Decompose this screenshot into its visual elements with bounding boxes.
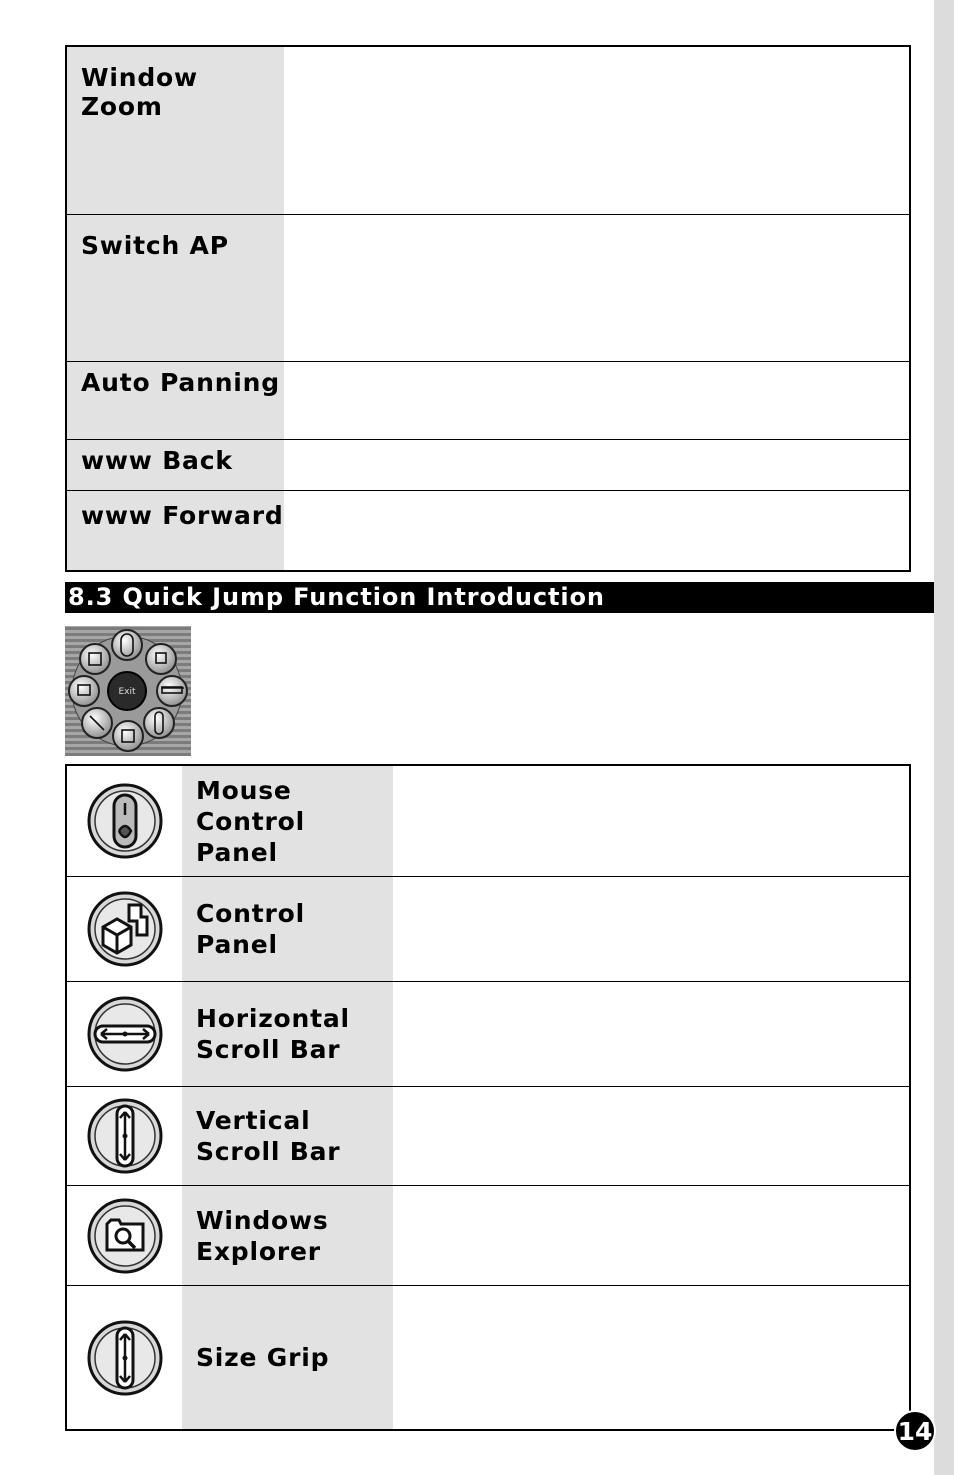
table-row (67, 1186, 909, 1286)
row-label: Switch AP (67, 215, 284, 361)
row-label: Horizontal Scroll Bar (196, 1004, 350, 1064)
vertical-scroll-icon (85, 1096, 165, 1176)
row-description (393, 1286, 909, 1429)
side-strip (934, 0, 954, 1475)
row-label: Size Grip (196, 1343, 330, 1372)
exit-label: Exit (118, 687, 136, 697)
row-description (284, 440, 909, 490)
table-row (67, 1286, 909, 1429)
table-row (67, 491, 909, 570)
table-row (67, 1087, 909, 1186)
row-label: Vertical Scroll Bar (196, 1106, 341, 1166)
table-row (67, 766, 909, 877)
row-label: Window Zoom (67, 47, 284, 214)
mouse-icon (85, 781, 165, 861)
size-grip-icon (85, 1318, 165, 1398)
function-table (65, 45, 911, 572)
table-row (67, 47, 909, 215)
row-description (393, 766, 909, 876)
row-description (393, 1087, 909, 1185)
table-row (67, 362, 909, 440)
row-description (284, 362, 909, 439)
row-label: www Forward (67, 491, 284, 570)
row-label: Auto Panning (67, 362, 284, 439)
row-description (284, 215, 909, 361)
control-panel-icon (85, 889, 165, 969)
quick-jump-wheel-icon (65, 626, 191, 756)
row-description (393, 1186, 909, 1285)
row-label: www Back (67, 440, 284, 490)
section-heading: 8.3 Quick Jump Function Introduction (65, 582, 934, 613)
table-row (67, 982, 909, 1087)
page-number: 14 (894, 1410, 936, 1452)
row-description (284, 47, 909, 214)
quick-jump-table (65, 764, 911, 1431)
table-row (67, 215, 909, 362)
horizontal-scroll-icon (85, 994, 165, 1074)
row-label: Windows Explorer (196, 1205, 329, 1266)
row-description (284, 491, 909, 570)
windows-explorer-icon (85, 1196, 165, 1276)
row-description (393, 877, 909, 981)
row-description (393, 982, 909, 1086)
row-label: Control Panel (196, 899, 305, 959)
table-row (67, 877, 909, 982)
quick-jump-menu-image (65, 626, 191, 756)
row-label: Mouse Control Panel (196, 775, 305, 867)
table-row (67, 440, 909, 491)
